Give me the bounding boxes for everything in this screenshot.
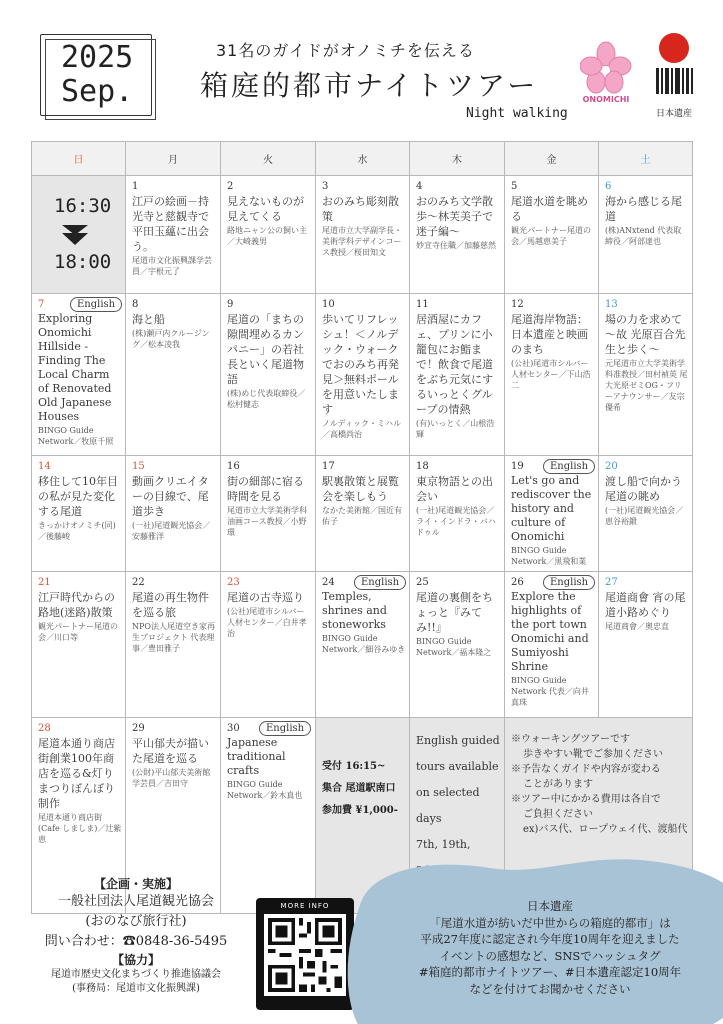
reception-time: 受付 16:15~ [322,761,386,772]
event-guide: BINGO Guide Network／黒飛和業 [511,546,587,566]
day-cell[interactable] [316,572,410,718]
event-guide: (株)瀬戸内クルージング／松本凌我 [132,329,210,349]
day-cell[interactable] [599,456,693,572]
note-line: ※ウォーキングツアーです [511,734,630,745]
weekday-tue: 火 [221,142,316,176]
heritage-note-line: 日本遺産 [527,899,573,913]
event-guide: (一社)尾道観光協会／恵谷裕鍛 [605,506,684,526]
event-title: 東京物語との出会い [416,475,493,503]
english-badge: English [543,459,595,474]
event-title: 尾道海岸物語：日本遺産と映画のまち [511,313,588,356]
day-number: 1 [132,181,139,192]
event-title: Exploring Onomichi Hillside - Finding The Local Charm of Renovated Old Japanese Houses [38,312,112,423]
event-guide: BINGO Guide Network／牧原千照 [38,426,114,446]
event-guide: (有)いっとく／山根浩輝 [416,419,495,439]
day-number: 14 [38,461,51,472]
qr-caption: MORE INFO [280,902,330,910]
event-title: 動画クリエイターの目線で、尾道歩き [132,475,209,518]
day-number: 15 [132,461,145,472]
day-number: 23 [227,577,240,588]
event-title: 移住して10年目の私が見た変化する尾道 [38,475,118,518]
organizer-subname: (おのなび旅行社) [85,914,187,929]
day-number: 4 [416,181,423,192]
heritage-icon [650,32,698,122]
english-line: on selected days [416,786,480,825]
event-guide: ノルディック・ミハル／高橋尚治 [322,419,402,439]
english-badge: English [543,575,595,590]
week-row [32,176,693,294]
participation-fee: 参加費 ¥1,000- [322,805,398,816]
day-number: 9 [227,299,234,310]
event-guide: (株)ANxtend 代表取締役／阿部達也 [605,226,682,246]
event-title: 街の細部に宿る時間を見る [227,475,304,503]
english-line: English guided [416,734,500,747]
day-number: 30 [227,723,240,734]
event-guide: (一社)尾道観光協会／ライ・インドラ・バハドゥル [416,506,496,537]
day-cell[interactable] [410,294,505,456]
event-guide: NPO法人尾道空き家再生プロジェクト 代表理事／豊田雅子 [132,622,215,653]
svg-text:ONOMICHI: ONOMICHI [582,95,630,104]
event-guide: 観光パートナー尾道の会／川口等 [38,622,118,642]
day-number: 8 [132,299,139,310]
day-number: 21 [38,577,51,588]
event-guide: 観光パートナー尾道の会／馬越恵美子 [511,226,591,246]
event-title: 尾道の「まちの隙間埋めるカンパニー」の若社長といく尾道物語 [227,313,304,386]
organizer-heading: 【企画・実施】 [93,877,178,891]
event-title: 場の力を求めて～故 光原百合先生と歩く～ [605,313,686,356]
event-guide: 元尾道市立大学美術学科准教授／田村禎英 尾大光原ゼミOG・フリーアナウンサー／友宗優希 [605,359,688,412]
event-title: Japanese traditional crafts [227,736,286,777]
event-guide: 尾道商會／奥忠直 [605,622,669,631]
event-title: 平山郁夫が描いた尾道を巡る [132,737,209,765]
english-badge: English [354,575,406,590]
contact-phone[interactable]: 問い合わせ：☎0848-36-5495 [44,934,228,949]
weekday-sat: 土 [599,142,693,176]
day-number: 13 [605,299,618,310]
day-cell[interactable] [221,294,316,456]
event-title: Explore the highlights of the port town Onomichi and Sumiyoshi Shrine [511,590,589,673]
note-line: ご負担ください [523,809,593,820]
day-number: 6 [605,181,612,192]
note-line: ことがあります [523,779,593,790]
event-title: 居酒屋にカフェ、プリンに小籠包にお鮨まで！飲食で尾道をぶち元気にするいっとくグループの情熱 [416,313,493,416]
note-line: ex)バス代、ロープウェイ代、渡船代 [523,824,688,835]
event-guide: (公社)尾道市シルバー人材センター／下山浩二 [511,359,591,390]
week-row [32,572,693,718]
event-title: 尾道本通り商店街創業100年商店を巡る&灯りまつりぼんぼり制作 [38,737,115,810]
event-title: 尾道水道を眺める [511,195,588,223]
english-line: tours available [416,760,499,773]
event-title: 尾道の再生物件を巡る旅 [132,591,209,619]
day-cell[interactable] [505,294,599,456]
weekday-mon: 月 [126,142,221,176]
day-number: 25 [416,577,429,588]
tagline: 31名のガイドがオノミチを伝える [216,41,475,60]
start-time: 16:30 [54,195,112,217]
subtitle: Night walking [466,106,568,121]
onomichi-logo [580,40,632,112]
qr-code-icon [264,914,346,996]
day-cell[interactable] [599,176,693,294]
event-title: 歩いてリフレッシュ！＜ノルデック・ウォークでおのみち再発見＞無料ポールを用意いたします [322,313,399,416]
weekday-fri: 金 [505,142,599,176]
event-guide: (公財)平山郁夫美術館 学芸員／吉田守 [132,768,211,788]
day-cell[interactable] [410,176,505,294]
event-guide: 尾道市立大学副学長・美術学科デザインコース教授／桜田知文 [322,226,402,257]
day-number: 20 [605,461,618,472]
day-number: 27 [605,577,618,588]
event-guide: BINGO Guide Network／鈴木真也 [227,780,303,800]
flower-icon [580,40,632,112]
day-number: 19 [511,461,524,472]
event-title: Let's go and rediscover the history and culture of Onomichi [511,474,592,543]
day-cell[interactable] [410,572,505,718]
day-number: 5 [511,181,518,192]
organizer-block [36,876,236,996]
english-line: 7th, 19th, [416,838,471,851]
note-line: ※ツアー中にかかる費用は各自で [511,794,661,805]
day-number: 10 [322,299,335,310]
year: 2025 [61,40,134,75]
day-cell[interactable] [126,294,221,456]
page-title: 箱庭的都市ナイトツアー [200,69,539,102]
weekday-header [32,142,693,176]
english-badge: English [259,721,311,736]
day-number: 18 [416,461,429,472]
day-cell[interactable] [126,176,221,294]
event-title: 尾道商會 宵の尾道小路めぐり [605,591,686,619]
organizer-name: 一般社団法人尾道観光協会 [57,894,214,909]
day-cell[interactable] [32,294,126,456]
heritage-note-line: 平成27年度に認定され今年度10周年を迎えました [420,932,680,946]
meeting-place: 集合 尾道駅南口 [322,783,396,794]
day-cell[interactable] [316,176,410,294]
day-cell[interactable] [316,456,410,572]
day-number: 11 [416,299,429,310]
event-guide: 尾道本通り商店街(Cafe しましま)／辻紫恵 [38,813,122,844]
day-number: 7 [38,299,45,310]
day-cell[interactable] [599,294,693,456]
event-title: 江戸時代からの路地(迷路)散策 [38,591,115,619]
day-cell[interactable] [221,456,316,572]
day-cell[interactable] [316,294,410,456]
day-cell[interactable] [32,456,126,572]
event-title: 駅裏散策と展覧会を楽しもう [322,475,399,503]
heritage-note-line: などを付けてお聞かせください [469,981,631,996]
day-cell[interactable] [410,456,505,572]
calendar [31,141,693,914]
weekday-wed: 水 [316,142,410,176]
cooperation-heading: 【協力】 [111,953,160,967]
event-guide: 路地ニャン公の飼い主／大崎義男 [227,226,307,246]
day-number: 12 [511,299,524,310]
event-guide: 尾道市文化振興課学芸員／宇根元了 [132,256,212,276]
day-cell[interactable] [505,456,599,572]
weekday-sun: 日 [32,142,126,176]
event-guide: (公社)尾道市シルバー人材センター／白井孝治 [227,607,307,638]
japan-heritage-logo [650,32,698,122]
event-title: 尾道の裏側をちょっと『みてみ!!』 [416,591,493,634]
event-guide: きっかけオノミチ(同)／後藤峻 [38,521,116,541]
heritage-note-line: イベントの感想など、SNSでハッシュタグ [439,948,661,963]
note-line: ※予告なくガイドや内容が変わる [511,764,661,775]
day-cell[interactable] [505,572,599,718]
week-row [32,294,693,456]
event-title: 尾道の古寺巡り [227,591,304,604]
day-number: 26 [511,577,524,588]
event-guide: 妙宣寺住職／加藤慈然 [416,241,496,250]
date-box [40,34,152,116]
event-guide: (株)めじ代表取締役／松村健志 [227,389,306,409]
event-guide: BINGO Guide Network 代表／向井真珠 [511,676,589,707]
day-number: 16 [227,461,240,472]
day-cell[interactable] [126,572,221,718]
arrow-down-icon [60,223,90,247]
event-guide: なかた美術館／国近有佑子 [322,506,402,526]
month: Sep. [61,74,134,109]
day-number: 17 [322,461,335,472]
event-guide: (一社)尾道観光協会／安藤雅洋 [132,521,211,541]
svg-text:日本遺産: 日本遺産 [655,109,693,119]
day-number: 22 [132,577,145,588]
heritage-note-line: 「尾道水道が紡いだ中世からの箱庭的都市」は [429,915,671,930]
day-cell[interactable] [505,176,599,294]
time-cell [32,176,126,294]
day-number: 29 [132,723,145,734]
event-guide: BINGO Guide Network／細谷みゆき [322,634,406,654]
day-cell[interactable] [32,572,126,718]
day-cell[interactable] [221,176,316,294]
note-line: 歩きやすい靴でご参加ください [523,749,663,760]
day-number: 28 [38,723,51,734]
event-title: Temples, shrines and stoneworks [322,590,387,631]
event-title: 江戸の絵画－持光寺と慈観寺で平田玉蘊に出会う。 [132,195,209,253]
event-title: おのみち彫刻散策 [322,195,399,223]
day-number: 3 [322,181,329,192]
day-number: 2 [227,181,234,192]
weekday-thu: 木 [410,142,505,176]
day-cell[interactable] [126,456,221,572]
event-title: 渡し船で向かう尾道の眺め [605,475,682,503]
english-badge: English [70,297,122,312]
event-title: おのみち文学散歩～林芙美子で迷子編～ [416,195,493,238]
cooperation-name: 尾道市歴史文化まちづくり推進協議会 [51,969,221,980]
event-title: 海から感じる尾道 [605,195,682,223]
event-guide: 尾道市立大学美術学科油画コース教授／小野環 [227,506,307,537]
day-cell[interactable] [221,572,316,718]
heritage-note [390,898,710,997]
heritage-note-line: #箱庭的都市ナイトツアー、#日本遺産認定10周年 [418,965,682,979]
day-number: 24 [322,577,335,588]
end-time: 18:00 [54,251,112,273]
event-title: 海と船 [132,313,165,326]
event-title: 見えないものが見えてくる [227,195,304,223]
day-cell[interactable] [599,572,693,718]
week-row [32,456,693,572]
cooperation-office: (事務局：尾道市文化振興課) [72,983,200,994]
event-guide: BINGO Guide Network／福本隆之 [416,637,492,657]
